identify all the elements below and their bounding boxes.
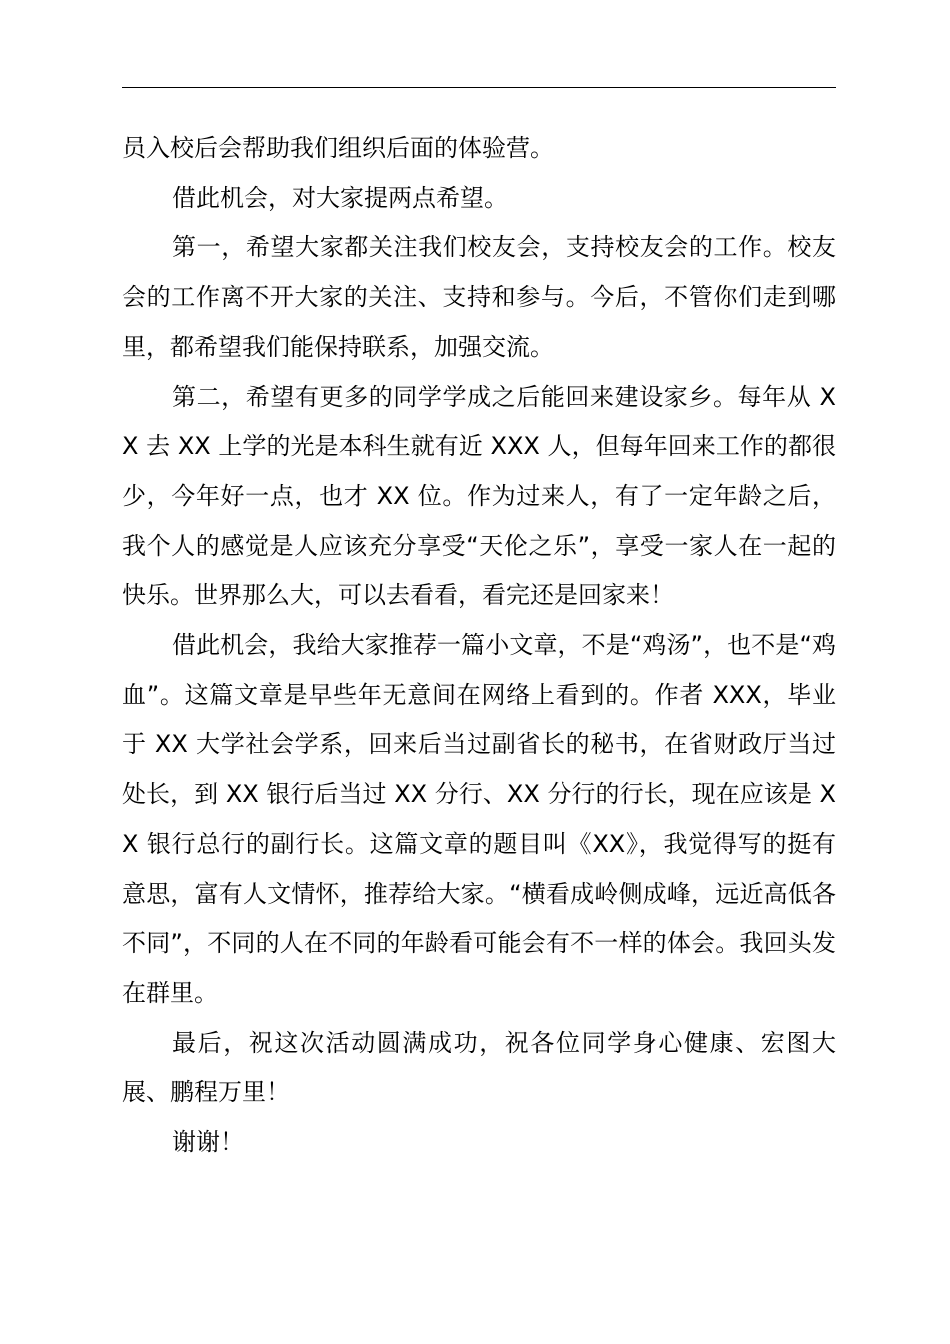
- document-body: [122, 124, 836, 1168]
- paragraph-article-recommendation: 借此机会，我给大家推荐一篇小文章，不是“鸡汤”，也不是“鸡血”。这篇文章是早些年无意间在网络上看到的。作者 XXX，毕业于 XX 大学社会学系，回来后当过副省长的秘书，在省财政厅当过处长，到 XX 银行后当过 XX 分行、XX 分行的行长，现在应该是 XX 银行总行的副行长。这篇文章的题目叫《XX》，我觉得写的挺有意思，富有人文情怀，推荐给大家。“横看成岭侧成峰，远近高低各不同”，不同的人在不同的年龄看可能会有不一样的体会。我回头发在群里。: [122, 631, 836, 1007]
- paragraph-first-hope: 第一，希望大家都关注我们校友会，支持校友会的工作。校友会的工作离不开大家的关注、支持和参与。今后，不管你们走到哪里，都希望我们能保持联系，加强交流。: [122, 233, 836, 361]
- paragraph-thanks: 谢谢！: [172, 1128, 244, 1157]
- paragraph-closing-wishes: 最后，祝这次活动圆满成功，祝各位同学身心健康、宏图大展、鹏程万里！: [122, 1028, 836, 1107]
- paragraph-continuation: 员入校后会帮助我们组织后面的体验营。: [122, 134, 554, 162]
- paragraph-intro-hopes: 借此机会，对大家提两点希望。: [172, 183, 508, 212]
- header-rule: [122, 87, 836, 88]
- paragraph-second-hope: 第二，希望有更多的同学学成之后能回来建设家乡。每年从 XX 去 XX 上学的光是本科生就有近 XXX 人，但每年回来工作的都很少，今年好一点，也才 XX 位。作为过来人，有了一定年龄之后，我个人的感觉是人应该充分享受“天伦之乐”，享受一家人在一起的快乐。世界那么大，可以去看看，看完还是回家来！: [122, 382, 836, 610]
